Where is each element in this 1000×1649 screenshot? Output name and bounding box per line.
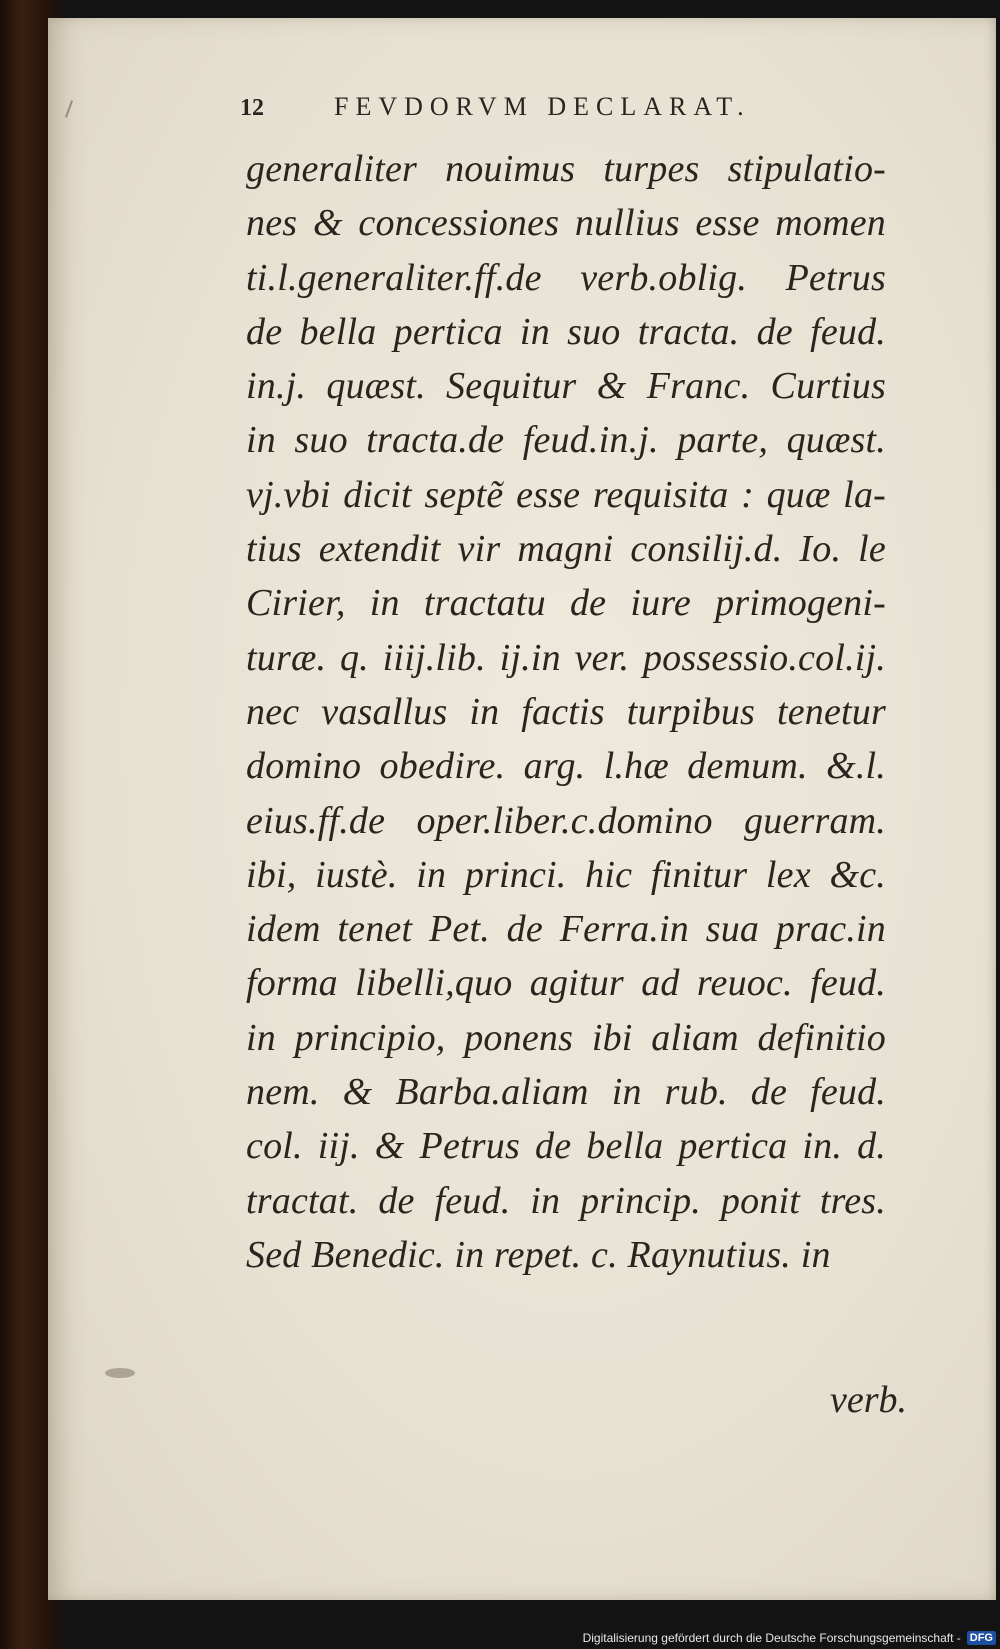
page-header (240, 92, 880, 122)
text-line: in.j. quæst. Sequitur & Franc. Curtius (246, 365, 886, 408)
text-line: ti.l.generaliter.ff.de verb.oblig. Petrus (246, 256, 886, 299)
text-line: idem tenet Pet. de Ferra.in sua prac.in (246, 908, 886, 951)
text-line: eius.ff.de oper.liber.c.domino guerram. (246, 799, 886, 842)
text-line: Sed Benedic. in repet. c. Raynutius. in (246, 1233, 831, 1276)
text-line: turæ. q. iiij.lib. ij.in ver. possessio.col.ij. (246, 636, 886, 679)
catchword: verb. (830, 1379, 908, 1421)
text-line: nec vasallus in factis turpibus tenetur (246, 690, 886, 733)
text-line: nem. & Barba.aliam in rub. de feud. (246, 1071, 886, 1114)
text-line: tractat. de feud. in princip. ponit tres. (246, 1179, 886, 1222)
text-line: col. iij. & Petrus de bella pertica in. d. (246, 1125, 886, 1168)
text-block (246, 142, 886, 1282)
text-line: forma libelli,quo agitur ad reuoc. feud. (246, 962, 886, 1005)
footer-bar (0, 1627, 1000, 1649)
text-line: de bella pertica in suo tracta. de feud. (246, 310, 886, 353)
text-line: in suo tracta.de feud.in.j. parte, quæst. (246, 419, 886, 462)
folio-number: 12 (240, 95, 264, 121)
text-line: tius extendit vir magni consilij.d. Io. le (246, 528, 886, 571)
ink-stain (105, 1368, 135, 1378)
text-line: ibi, iustè. in princi. hic finitur lex &c. (246, 853, 886, 896)
text-line: nes & concessiones nullius esse momen (246, 202, 886, 245)
text-line: vj.vbi dicit septẽ esse requisita : quæ la- (246, 473, 886, 516)
text-line: in principio, ponens ibi aliam definitio (246, 1016, 886, 1059)
funding-notice: Digitalisierung gefördert durch die Deutsche Forschungsgemeinschaft - (582, 1631, 961, 1645)
dfg-logo: DFG (967, 1631, 996, 1645)
running-head: FEVDORVM DECLARAT. (334, 92, 751, 121)
text-line: generaliter nouimus turpes stipulatio- (246, 148, 886, 190)
text-line: domino obedire. arg. l.hæ demum. &.l. (246, 745, 886, 788)
text-line: Cirier, in tractatu de iure primogeni- (246, 582, 886, 625)
